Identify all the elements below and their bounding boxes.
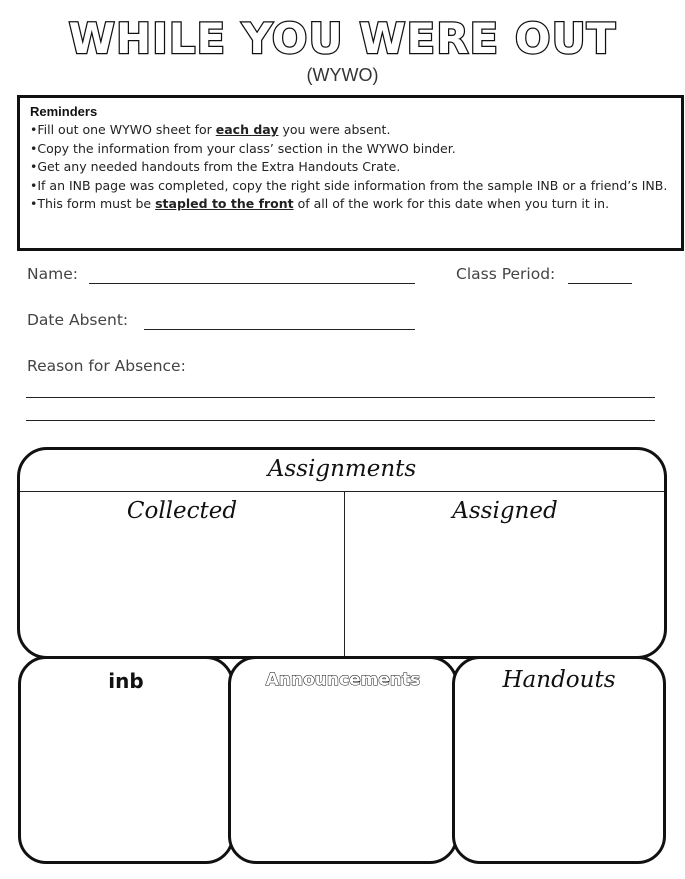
reminder-item — [30, 121, 671, 140]
reminders-list — [30, 121, 671, 214]
reminder-text: Get any needed handouts from the Extra Handouts Crate. — [37, 159, 401, 174]
handouts-heading: Handouts — [502, 667, 616, 693]
page-title: WHILE YOU WERE OUT — [68, 14, 617, 63]
announcements-box — [228, 656, 458, 864]
reminder-item — [30, 158, 671, 177]
reminder-item — [30, 177, 671, 196]
reminder-text: you were absent. — [278, 122, 391, 137]
reminders-box — [17, 95, 684, 251]
announcements-heading: Announcements — [265, 670, 421, 690]
assignments-divider — [20, 491, 664, 492]
assignments-column-divider — [344, 492, 345, 656]
collected-heading: Collected — [126, 498, 238, 524]
inb-heading: inb — [108, 669, 144, 693]
reminder-text: Fill out one WYWO sheet for — [37, 122, 216, 137]
page-subtitle: (WYWO) — [306, 65, 379, 85]
reminder-text: This form must be — [37, 196, 156, 211]
reminder-emphasis: stapled to the front — [155, 196, 294, 211]
reminder-item — [30, 195, 671, 214]
reminder-text: of all of the work for this date when you turn it in. — [293, 196, 610, 211]
reminder-emphasis: each day — [215, 122, 279, 137]
reason-label: Reason for Absence: — [27, 357, 186, 375]
name-field[interactable] — [89, 283, 415, 284]
date-absent-field[interactable] — [144, 329, 415, 330]
class-period-label: Class Period: — [456, 265, 556, 283]
reason-line-2[interactable] — [26, 420, 655, 421]
assigned-heading: Assigned — [452, 498, 558, 524]
assignments-box — [17, 447, 667, 659]
reminder-item — [30, 140, 671, 159]
reminder-text: Copy the information from your class’ section in the WYWO binder. — [37, 140, 456, 156]
reminder-text: If an INB page was completed, copy the right side information from the sample INB or a friend’s INB. — [37, 177, 668, 193]
handouts-box — [452, 656, 666, 864]
reason-line-1[interactable] — [26, 397, 655, 398]
inb-box — [18, 656, 234, 864]
name-label: Name: — [27, 265, 78, 283]
date-absent-label: Date Absent: — [27, 311, 129, 329]
reminders-heading: Reminders — [30, 104, 98, 119]
class-period-field[interactable] — [568, 283, 632, 284]
assignments-title: Assignments — [267, 456, 417, 482]
